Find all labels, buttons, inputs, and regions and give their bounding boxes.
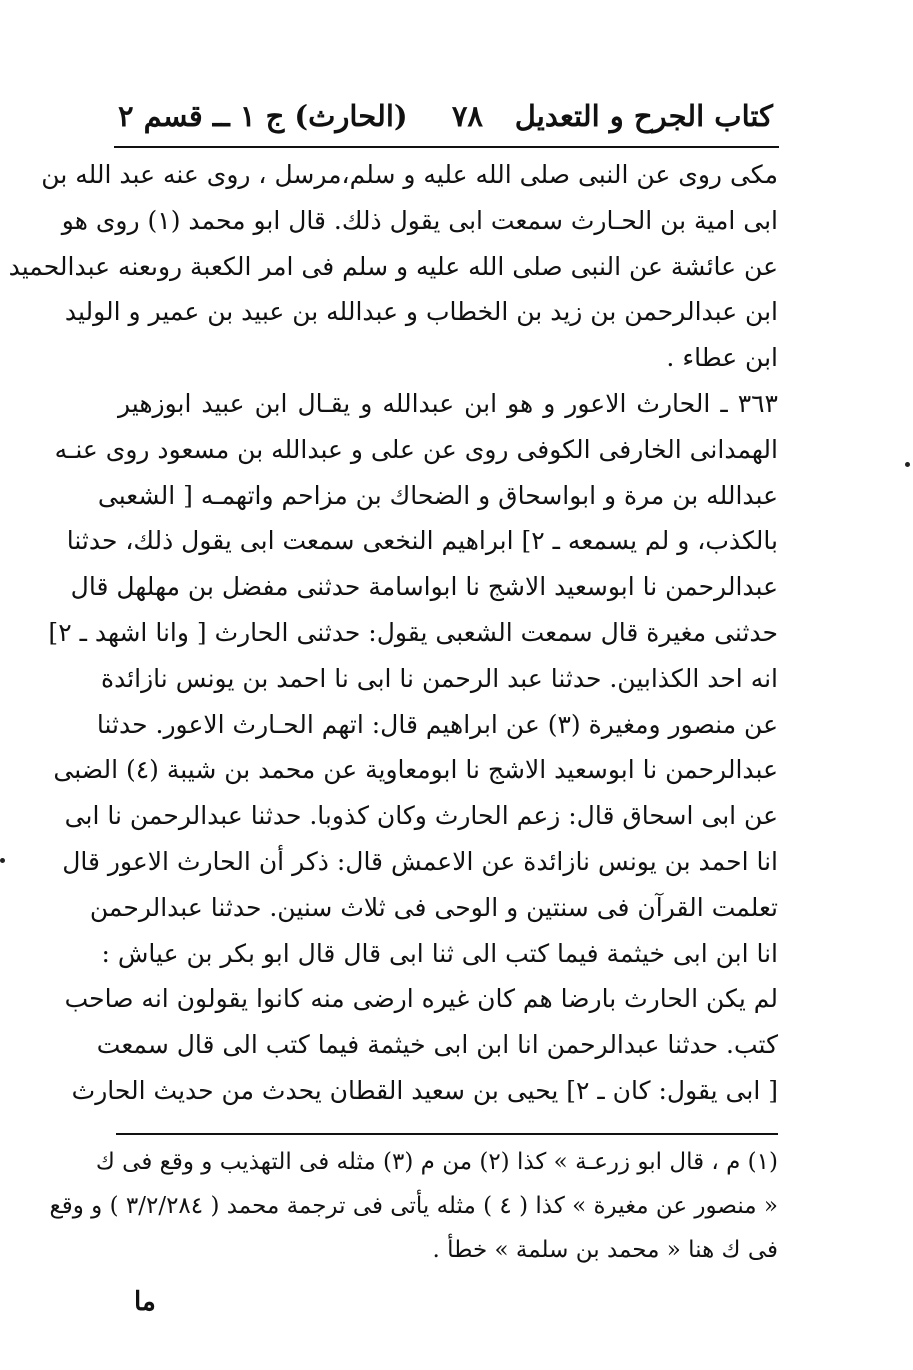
running-header — [118, 92, 773, 140]
text-line: عن منصور ومغيرة (٣) عن ابراهيم قال: اتهم الحـارث الاعور. حدثنا — [96, 709, 778, 739]
footnote-line: « منصور عن مغيرة » كذا ( ٤ ) مثله يأتى فى ترجمة محمد ( ٣/٢/٢٨٤ ) و وقع — [49, 1193, 778, 1219]
main-text — [8, 152, 778, 1114]
text-line: عن ابى اسحاق قال: زعم الحارث وكان كذوبا. حدثنا عبدالرحمن نا ابى — [64, 801, 778, 831]
text-line: ابن عبدالرحمن بن زيد بن الخطاب و عبدالله بن عبيد بن عمير و الوليد — [64, 297, 778, 327]
text-line: انا احمد بن يونس نازائدة عن الاعمش قال: ذكر أن الحارث الاعور قال — [62, 846, 778, 876]
text-line: بالكذب، و لم يسمعه ـ ٢] ابراهيم النخعى سمعت ابى يقول ذلك، حدثنا — [66, 526, 778, 556]
header-rule — [114, 146, 779, 148]
text-line: كتب. حدثنا عبدالرحمن انا ابن ابى خيثمة فيما كتب الى قال سمعت — [96, 1030, 778, 1060]
text-line: الهمدانى الخارفى الكوفى روى عن على و عبدالله بن مسعود روى عنـه — [54, 434, 778, 464]
text-line: حدثنى مغيرة قال سمعت الشعبى يقول: حدثنى الحارث [ وانا اشهد ـ ٢] — [48, 617, 778, 647]
text-line: عبدالرحمن نا ابوسعيد الاشج نا ابومعاوية عن محمد بن شيبة (٤) الضبى — [53, 755, 778, 785]
entry-heading-line: ٣٦٣ ـ الحارث الاعور و هو ابن عبدالله و يقـال ابن عبيد ابوزهير — [118, 388, 778, 418]
text-line: لم يكن الحارث بارضا هم كان غيره ارضى منه كانوا يقولون انه صاحب — [64, 984, 778, 1014]
text-line: تعلمت القرآن فى سنتين و الوحى فى ثلاث سنين. حدثنا عبدالرحمن — [89, 892, 778, 922]
catchword: ما — [134, 1287, 156, 1317]
text-line: انا ابن ابى خيثمة فيما كتب الى ثنا ابى قال قال ابو بكر بن عياش : — [101, 938, 778, 968]
text-line: عن عائشة عن النبى صلى الله عليه و سلم فى امر الكعبة روىعنه عبدالحميد — [8, 251, 778, 281]
text-line: عبدالله بن مرة و ابواسحاق و الضحاك بن مزاحم واتهمـه [ الشعبى — [97, 480, 778, 510]
text-line: مكى روى عن النبى صلى الله عليه و سلم،مرسل ، روى عنه عبد الله بن — [41, 160, 778, 189]
book-title: كتاب الجرح و التعديل — [514, 99, 773, 133]
section-label: (الحارث) ج ١ ــ قسم ٢ — [118, 99, 408, 133]
text-line: انه احد الكذابين. حدثنا عبد الرحمن نا ابى نا احمد بن يونس نازائدة — [100, 663, 778, 693]
footnotes — [49, 1140, 778, 1272]
text-line: ابى امية بن الحـارث سمعت ابى يقول ذلك. قال ابو محمد (١) روى هو — [61, 205, 778, 235]
text-line: عبدالرحمن نا ابوسعيد الاشج نا ابواسامة حدثنى مفضل بن مهلهل قال — [70, 572, 778, 602]
footnote-line: فى ك هنا « محمد بن سلمة » خطأ . — [432, 1237, 778, 1263]
page-number: ٧٨ — [451, 99, 483, 133]
margin-speck — [905, 462, 910, 467]
footnote-rule — [116, 1133, 778, 1135]
margin-speck — [0, 858, 5, 863]
text-line: ابن عطاء . — [666, 343, 778, 373]
text-line: [ ابى يقول: كان ـ ٢] يحيى بن سعيد القطان يحدث من حديث الحارث — [71, 1075, 778, 1105]
footnote-line: (١) م ، قال ابو زرعـة » كذا (٢) من م (٣) مثله فى التهذيب و وقع فى ك — [95, 1149, 778, 1175]
